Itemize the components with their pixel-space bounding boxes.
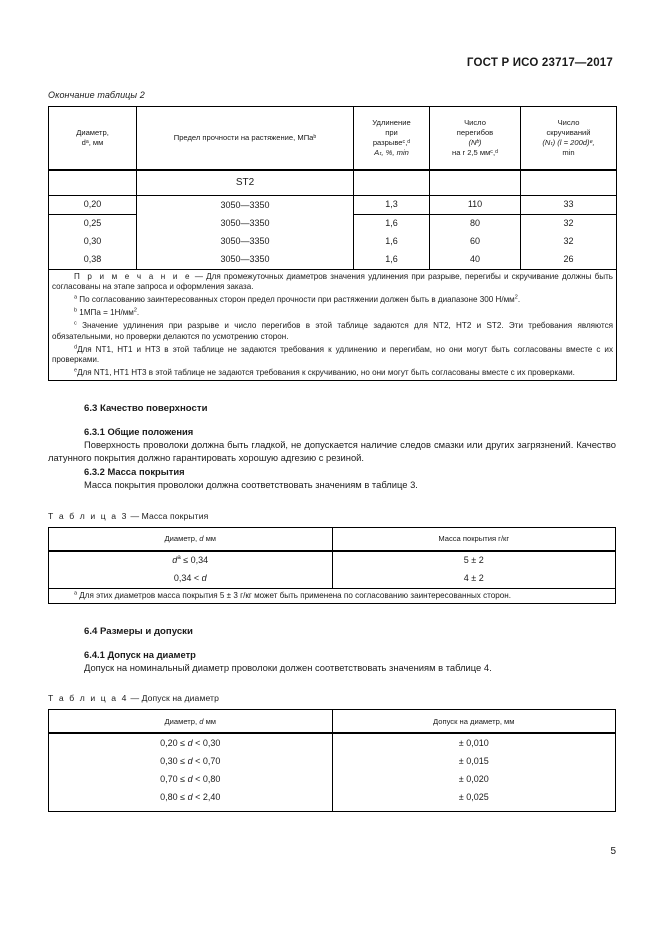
table2-cell-tensile: 3050—3350 bbox=[137, 251, 354, 270]
table3-cell-diameter-var: d bbox=[201, 573, 207, 584]
table2-cell-bends: 60 bbox=[430, 233, 521, 251]
table4-cell-range-pre: 0,70 ≤ bbox=[160, 773, 188, 784]
table-row bbox=[49, 752, 616, 770]
table-2-tensile-properties bbox=[48, 106, 617, 381]
table3-cell-diameter-var: d bbox=[172, 555, 178, 566]
table-row bbox=[49, 215, 617, 234]
table-row bbox=[49, 788, 616, 812]
table-3-coating-mass bbox=[48, 527, 616, 604]
document-header-standard-number: ГОСТ Р ИСО 23717—2017 bbox=[466, 57, 613, 69]
table2-cell-bends: 80 bbox=[430, 215, 521, 234]
table2-cell-twists: 32 bbox=[521, 215, 617, 234]
table4-cell-range-pre: 0,30 ≤ bbox=[160, 755, 188, 766]
table2-note-primechanie bbox=[52, 272, 613, 292]
table3-footnote-a-text: Для этих диаметров масса покрытия 5 ± 3 г/кг может быть применена по согласованию заинтересованных сторон. bbox=[77, 590, 511, 600]
table-row bbox=[49, 733, 616, 752]
table2-grade-empty-bends bbox=[430, 170, 521, 196]
table2-col-twists bbox=[521, 107, 617, 171]
table-4-diameter-tolerance bbox=[48, 709, 616, 812]
table2-footnote-b bbox=[52, 308, 613, 318]
table4-cell-range-pre: 0,80 ≤ bbox=[160, 791, 188, 802]
table2-cell-tensile: 3050—3350 bbox=[137, 215, 354, 234]
table2-cell-elongation: 1,6 bbox=[354, 251, 430, 270]
spacer-before-table3 bbox=[48, 494, 616, 511]
table2-col-twists-line3: (Nₜ) (l = 200d)ᵉ, bbox=[542, 138, 595, 147]
table4-cell-range-var: d bbox=[187, 737, 193, 748]
table4-caption-suffix: — Допуск на диаметр bbox=[127, 693, 219, 704]
table2-col-elongation-line2: при bbox=[385, 128, 398, 138]
table4-cell-range-post: < 0,80 bbox=[192, 773, 221, 784]
table4-cell-range-post: < 0,30 bbox=[192, 737, 221, 748]
table2-footnote-c-marker: c bbox=[74, 320, 77, 327]
table2-cell-twists: 32 bbox=[521, 233, 617, 251]
page-content bbox=[48, 90, 616, 812]
table2-cell-twists: 26 bbox=[521, 251, 617, 270]
table2-footnote-e-marker: e bbox=[74, 367, 78, 374]
table3-cell-diameter-post: ≤ 0,34 bbox=[180, 555, 209, 566]
table4-header-row bbox=[49, 710, 616, 734]
table2-footnote-b-marker: b bbox=[74, 307, 78, 314]
table4-cell-range-var: d bbox=[187, 773, 193, 784]
table3-footnote-a bbox=[52, 591, 612, 601]
table2-footnote-b-exp: 2 bbox=[133, 307, 137, 314]
table2-col-diameter-line2: dᵃ, мм bbox=[81, 138, 104, 147]
table2-cell-elongation: 1,3 bbox=[354, 196, 430, 215]
table2-grade-empty-diameter bbox=[49, 170, 137, 196]
table4-cell-range-var: d bbox=[187, 755, 193, 766]
table3-col-diameter: Диаметр, d мм bbox=[49, 527, 333, 551]
table-row bbox=[49, 251, 617, 270]
table3-footnote-a-marker: a bbox=[74, 590, 78, 597]
table4-cell-range-pre: 0,20 ≤ bbox=[160, 737, 188, 748]
table4-cell-range bbox=[49, 770, 333, 788]
table2-footnote-e bbox=[52, 368, 613, 378]
table2-footnote-d bbox=[52, 345, 613, 365]
table3-col-diameter-var: d bbox=[199, 533, 204, 543]
section-6-4-1-heading: 6.4.1 Допуск на диаметр bbox=[84, 648, 196, 660]
table2-cell-tensile: 3050—3350 bbox=[137, 233, 354, 251]
table2-notes-row bbox=[49, 270, 617, 381]
table2-footnote-a-exp: 2 bbox=[514, 294, 518, 301]
table4-cell-range bbox=[49, 752, 333, 770]
section-6-4 bbox=[48, 626, 616, 675]
table4-cell-tolerance: ± 0,025 bbox=[332, 788, 616, 812]
table2-footnote-a bbox=[52, 295, 613, 305]
table4-cell-range-post: < 2,40 bbox=[192, 791, 221, 802]
table2-col-bends-line3: (Nᵇ) bbox=[468, 138, 482, 147]
table2-footnote-c-text: Значение удлинения при разрыве и число перегибов в этой таблице задаются для NT2, HT2 и ST2. Эти требования являются обязательными, но проверки делаются по усмотрению сторон. bbox=[52, 321, 613, 341]
table3-cell-diameter-pre: 0,34 < bbox=[173, 573, 202, 584]
table2-footnote-c bbox=[52, 321, 613, 341]
table2-grade-empty-elongation bbox=[354, 170, 430, 196]
table2-footnote-d-marker: d bbox=[74, 343, 78, 350]
table2-col-bends-line4: на r 2,5 ммᶜ,ᵈ bbox=[452, 147, 498, 157]
table3-cell-coating: 4 ± 2 bbox=[332, 570, 616, 589]
table2-note-label: П р и м е ч а н и е bbox=[74, 272, 192, 281]
table4-col-diameter: Диаметр, d мм bbox=[49, 710, 333, 734]
table2-grade-empty-twists bbox=[521, 170, 617, 196]
table3-cell-coating: 5 ± 2 bbox=[332, 551, 616, 570]
table4-caption bbox=[48, 693, 616, 703]
section-6-4-1-text: Допуск на номинальный диаметр проволоки должен соответствовать значениям в таблице 4. bbox=[84, 661, 492, 673]
table4-cell-tolerance: ± 0,020 bbox=[332, 770, 616, 788]
table2-col-elongation-line3: разрывеᶜ,ᵈ bbox=[372, 138, 411, 147]
table-row bbox=[49, 233, 617, 251]
table2-footnote-a-text: По согласованию заинтересованных сторон предел прочности при растяжении должен быть в диапазоне 300 Н/мм bbox=[77, 295, 515, 305]
table2-col-elongation bbox=[354, 107, 430, 171]
table2-cell-diameter: 0,20 bbox=[49, 196, 137, 215]
table4-col-diameter-var: d bbox=[199, 716, 204, 726]
table3-cell-diameter bbox=[49, 570, 333, 589]
table2-cell-elongation: 1,6 bbox=[354, 233, 430, 251]
table4-cell-range bbox=[49, 733, 333, 752]
section-6-3-1-text: Поверхность проволоки должна быть гладкой, не допускается наличие следов смазки или других загрязнений. Качество латунного покрытия должно гарантировать хорошую адгезию с резиной. bbox=[48, 438, 616, 463]
table2-col-tensile-strength: Предел прочности на растяжение, МПаᵇ bbox=[137, 107, 354, 171]
table2-col-bends-line1: Число bbox=[464, 118, 486, 128]
table-row bbox=[49, 570, 616, 589]
table2-footnote-b-text: 1МПа = 1Н/мм bbox=[77, 308, 134, 318]
table2-cell-diameter: 0,25 bbox=[49, 215, 137, 234]
table3-caption bbox=[48, 511, 616, 521]
table4-col-tolerance: Допуск на диаметр, мм bbox=[332, 710, 616, 734]
section-6-3 bbox=[48, 403, 616, 492]
table2-col-twists-line1: Число bbox=[557, 118, 580, 128]
table2-cell-diameter: 0,38 bbox=[49, 251, 137, 270]
table3-footnote-row bbox=[49, 588, 616, 603]
table2-col-twists-line2: скручиваний bbox=[546, 128, 591, 138]
table4-caption-prefix: Т а б л и ц а 4 bbox=[48, 693, 128, 704]
table2-note-text: — Для промежуточных диаметров значения удлинения при разрыве, перегибы и скручивание должны быть согласованы на этапе запроса и оформления заказа. bbox=[52, 272, 613, 292]
table-row bbox=[49, 551, 616, 570]
section-6-3-heading: 6.3 Качество поверхности bbox=[84, 402, 208, 414]
table2-grade-row bbox=[49, 170, 617, 196]
spacer-before-table4 bbox=[48, 676, 616, 693]
section-6-3-2-heading: 6.3.2 Масса покрытия bbox=[84, 466, 185, 478]
table2-cell-bends: 40 bbox=[430, 251, 521, 270]
table2-header-row bbox=[49, 107, 617, 171]
table4-cell-range bbox=[49, 788, 333, 812]
table3-caption-suffix: — Масса покрытия bbox=[127, 510, 209, 521]
table3-cell-diameter bbox=[49, 551, 333, 570]
table2-col-elongation-line1: Удлинение bbox=[372, 118, 411, 128]
table-row bbox=[49, 196, 617, 215]
table2-footnote-e-text: Для NT1, HT1 HT3 в этой таблице не задаются требования к скручиванию, но они могут быть согласованы вместе с их проверками. bbox=[77, 367, 575, 377]
table2-cell-twists: 33 bbox=[521, 196, 617, 215]
table3-col-coating-mass: Масса покрытия г/кг bbox=[332, 527, 616, 551]
table2-footnote-d-text: Для NT1, HT1 и HT3 в этой таблице не задаются требования к удлинению и перегибам, но они могут быть согласованы вместе с их проверками. bbox=[52, 344, 613, 364]
table4-cell-tolerance: ± 0,015 bbox=[332, 752, 616, 770]
table2-grade-label: ST2 bbox=[137, 170, 354, 196]
table3-cell-diameter-marker: a bbox=[177, 554, 181, 562]
table2-col-elongation-line4: Aₜ, %, min bbox=[374, 147, 409, 157]
table2-caption: Окончание таблицы 2 bbox=[48, 90, 145, 100]
table2-col-bends-line2: перегибов bbox=[456, 128, 494, 138]
table2-col-twists-line4: min bbox=[562, 147, 575, 157]
table2-notes-cell bbox=[49, 270, 617, 381]
table2-col-diameter bbox=[49, 107, 137, 171]
table3-footnote-cell bbox=[49, 588, 616, 603]
section-6-4-heading: 6.4 Размеры и допуски bbox=[84, 625, 193, 637]
table2-col-diameter-line1: Диаметр, bbox=[76, 128, 109, 138]
table2-footnote-a-marker: a bbox=[74, 294, 78, 301]
section-6-3-2-text: Масса покрытия проволоки должна соответствовать значениям в таблице 3. bbox=[84, 479, 418, 491]
table4-cell-range-var: d bbox=[187, 791, 193, 802]
section-6-3-1-heading: 6.3.1 Общие положения bbox=[84, 425, 194, 437]
table-row bbox=[49, 770, 616, 788]
table4-cell-tolerance: ± 0,010 bbox=[332, 733, 616, 752]
table3-caption-prefix: Т а б л и ц а 3 bbox=[48, 510, 128, 521]
table3-header-row bbox=[49, 527, 616, 551]
table4-cell-range-post: < 0,70 bbox=[192, 755, 221, 766]
table2-col-bends bbox=[430, 107, 521, 171]
table2-footnote-a-tail: . bbox=[517, 295, 521, 305]
page-number: 5 bbox=[610, 846, 616, 857]
table2-cell-tensile: 3050—3350 bbox=[137, 196, 354, 215]
table2-footnote-b-tail: . bbox=[136, 308, 140, 318]
table2-cell-elongation: 1,6 bbox=[354, 215, 430, 234]
table2-cell-diameter: 0,30 bbox=[49, 233, 137, 251]
table2-cell-bends: 110 bbox=[430, 196, 521, 215]
